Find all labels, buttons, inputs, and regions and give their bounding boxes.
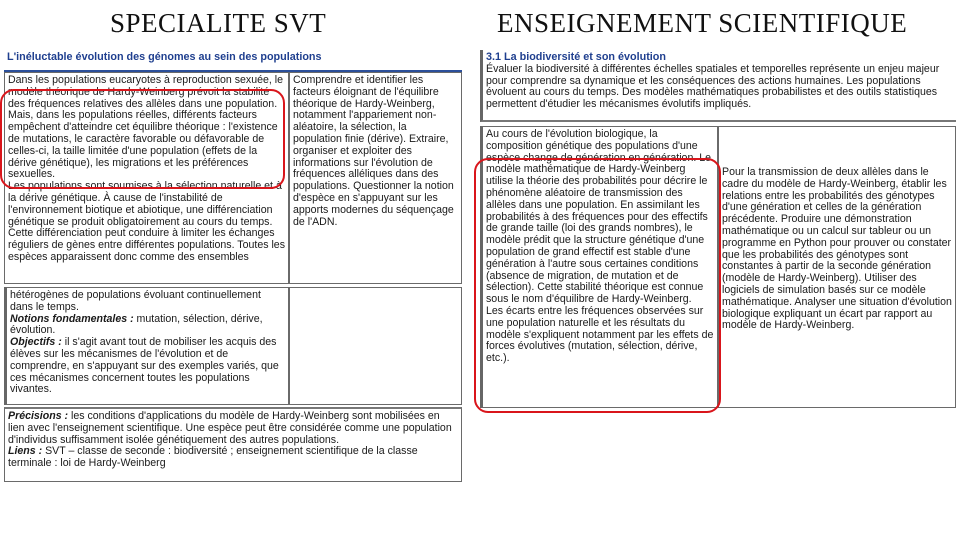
notions-text: mutation, sélection, dérive, évolution.	[10, 312, 263, 337]
right-col1-text: Au cours de l'évolution biologique, la composition génétique des populations d'une espèce change de génération en génération. Le modèle mathématique de Hardy-Weinberg utilise la théorie des probabilités pour décrire le phénomène aléatoire de transmission des allèles dans une population. En assimilant les probabilités à des fréquences pour des effectifs de grande taille (loi des grands nombres), le modèle prédit que la structure génétique d'une population de grand effectif est stable d'une génération à l'autre sous certaines conditions (absence de migration, de mutation et de sélection). Cette stabilité théorique est connue sous le nom d'équilibre de Hardy-Weinberg.	[486, 128, 712, 306]
left-col1-para2: Les populations sont soumises à la sélection naturelle et à la dérive génétique. À cause de l'instabilité de l'environnement biotique et abiotique, une différenciation génétique se produit obligatoirement au cours du temps. Cette différenciation peut conduire à limiter les échanges réguliers de gènes entre différentes populations. Toutes les espèces apparaissent donc comme des ensembles	[8, 180, 285, 263]
title-enseignement-scientifique: ENSEIGNEMENT SCIENTIFIQUE	[497, 8, 908, 38]
liens-text: SVT – classe de seconde : biodiversité ; enseignement scientifique de la classe terminale : loi de Hardy-Weinberg	[8, 445, 418, 470]
right-intro: Évaluer la biodiversité à différentes échelles spatiales et temporelles représente un enjeu majeur pour comprendre sa dynamique et les conséquences des actions humaines. Les populations évoluent au cours du temps. Des modèles mathématiques probabilistes et des outils statistiques permettent d'étudier les mécanismes évolutifs impliqués.	[486, 62, 940, 111]
left-col1-para1: Dans les populations eucaryotes à reproduction sexuée, le modèle théorique de Hardy-Weinberg prévoit la stabilité des fréquences relatives des allèles dans une population. Mais, dans les populations réelles, différents facteurs empêchent d'atteindre cet équilibre théorique : l'existence de mutations, le caractère favorable ou défavorable de celles-ci, la taille limitée d'une population (effets de la dérive génétique), les migrations et les préférences sexuelles.	[8, 74, 284, 181]
left-precisions-cell	[4, 407, 462, 482]
left-heading-text: L'inéluctable évolution des génomes au sein des populations	[7, 51, 322, 63]
right-col2-cell	[718, 126, 956, 408]
right-doc-intro-cell	[480, 50, 956, 122]
right-col1-cell	[480, 126, 718, 408]
left-cont-text: hétérogènes de populations évoluant continuellement dans le temps.	[10, 289, 261, 313]
right-col2-text: Pour la transmission de deux allèles dans le cadre du modèle de Hardy-Weinberg, établir les relations entre les probabilités des génotypes d'une génération et celles de la génération précédente. Produire une démonstration mathématique ou un calcul sur tableur ou un programme en Python pour prouver ou constater que les probabilités des génotypes sont constantes à partir de la seconde génération (modèle de Hardy-Weinberg). Utiliser des logiciels de simulation basés sur ce modèle mathématique. Analyser une situation d'évolution biologique expliquant un écart par rapport au modèle de Hardy-Weinberg.	[722, 166, 952, 332]
left-notions	[10, 314, 285, 338]
left-col2-cell	[289, 72, 462, 284]
right-col1-text2: Les écarts entre les fréquences observées sur une population naturelle et les résultats du modèle s'expliquent notamment par les effets de forces évolutives (mutation, sélection, dérive, etc.).	[486, 304, 714, 365]
notions-label: Notions fondamentales :	[10, 312, 134, 325]
left-document	[4, 50, 462, 482]
left-liens	[8, 446, 458, 470]
precisions-text: les conditions d'applications du modèle de Hardy-Weinberg sont mobilisées en lien avec l'enseignement scientifique. Une espèce peut être considérée comme une population d'individus suffisamment isolée génétiquement des autres populations.	[8, 410, 452, 446]
objectifs-text: il s'agit avant tout de mobiliser les acquis des élèves sur les mécanismes de l'évolution et de comprendre, en s'appuyant sur des exemples variés, que ces mécanismes concernent toutes les populations vivantes.	[10, 336, 279, 396]
liens-label: Liens :	[8, 445, 43, 458]
left-col2-text: Comprendre et identifier les facteurs éloignant de l'équilibre théorique de Hardy-Weinberg, notamment l'appariement non-aléatoire, la sélection, la population finie (dérive). Extraire, organiser et exploiter des informations sur l'évolution de fréquences alléliques dans des populations. Questionner la notion d'espèce en s'appuyant sur les apports modernes du séquençage de l'ADN.	[293, 74, 454, 228]
left-continuation-cell	[4, 287, 289, 405]
right-document	[480, 50, 956, 408]
objectifs-label: Objectifs :	[10, 336, 62, 349]
right-heading-text: 3.1 La biodiversité et son évolution	[486, 51, 666, 63]
title-specialite-svt: SPECIALITE SVT	[110, 8, 327, 38]
left-objectifs	[10, 337, 285, 396]
precisions-label: Précisions :	[8, 410, 69, 422]
left-col1-cell	[4, 72, 289, 284]
left-empty-cell	[289, 287, 462, 405]
left-precisions	[8, 411, 458, 446]
left-doc-heading	[4, 50, 462, 72]
